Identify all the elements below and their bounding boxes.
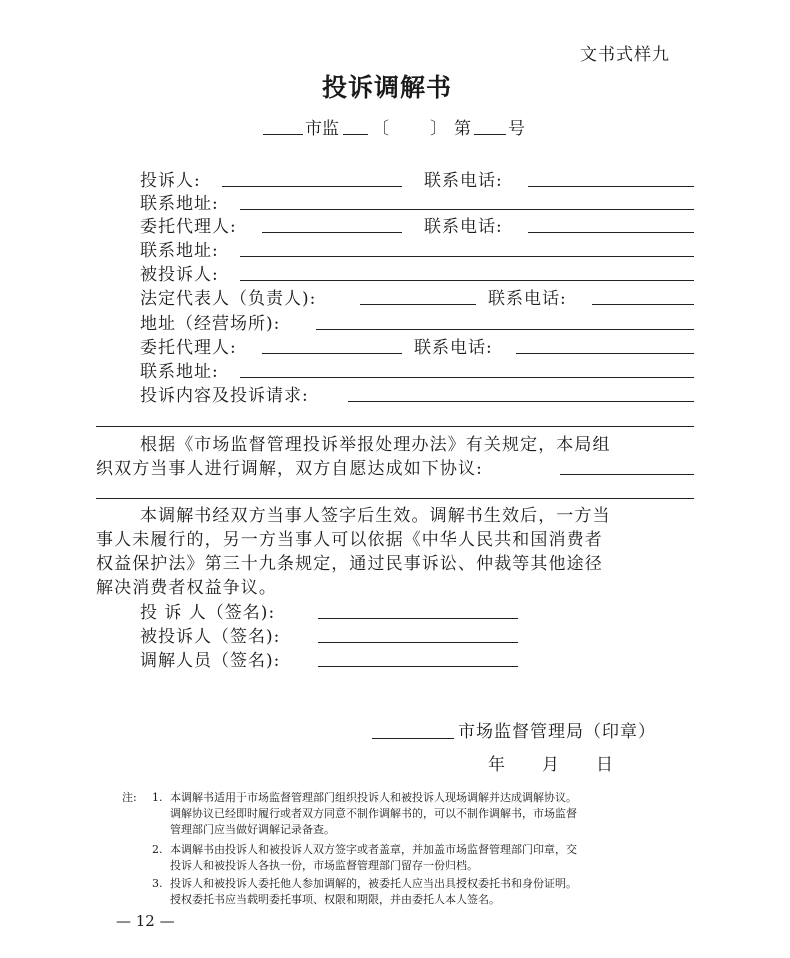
phone2-label: 联系电话: [424,217,503,237]
respondent-label: 被投诉人: [140,265,219,285]
mediator-signature-label: 调解人员（签名): [140,651,281,671]
agent1-label: 委托代理人: [140,217,237,237]
business-address-label: 地址（经营场所): [140,314,281,334]
agreement-line2[interactable] [96,498,694,499]
complainant-field[interactable] [222,186,402,187]
address1-field[interactable] [240,209,694,210]
phone1-field[interactable] [528,186,694,187]
note1-number: 1. [152,791,163,804]
note1-line1: 本调解书适用于市场监督管理部门组织投诉人和被投诉人现场调解并达成调解协议。 [170,791,577,804]
phone3-field[interactable] [592,304,694,305]
paragraph1-line2: 织双方当事人进行调解，双方自愿达成如下协议: [96,459,483,479]
paragraph2-line4: 解决消费者权益争议。 [96,578,277,598]
respondent-signature-label: 被投诉人（签名): [140,627,281,647]
respondent-signature-field[interactable] [318,642,518,643]
doc-no-prefix: 第 [454,119,471,139]
agreement-field[interactable] [560,474,694,475]
paragraph2-line2: 事人未履行的，另一方当事人可以依据《中华人民共和国消费者 [96,530,603,550]
note3-line2: 授权委托书应当载明委托事项、权限和期限，并由委托人本人签名。 [170,893,500,906]
note3-line1: 投诉人和被投诉人委托他人参加调解的，被委托人应当出具授权委托书和身份证明。 [170,877,577,890]
legal-rep-field[interactable] [360,304,476,305]
phone2-field[interactable] [528,232,694,233]
agent1-field[interactable] [262,232,402,233]
address2-label: 联系地址: [140,241,219,261]
authority-seal: 市场监督管理局（印章） [458,722,656,742]
phone4-field[interactable] [516,353,694,354]
address1-label: 联系地址: [140,194,219,214]
doc-year-blank [263,134,303,135]
paragraph2-line1: 本调解书经双方当事人签字后生效。调解书生效后，一方当 [140,506,611,526]
note2-line2: 投诉人和被投诉人各执一份，市场监督管理部门留存一份归档。 [170,859,478,872]
address2-field[interactable] [240,256,694,257]
paragraph1-line1: 根据《市场监督管理投诉举报处理办法》有关规定，本局组 [140,435,611,455]
note2-number: 2. [152,843,163,856]
respondent-field[interactable] [240,280,694,281]
agent2-field[interactable] [262,353,402,354]
complaint-content-label: 投诉内容及投诉请求: [140,386,309,406]
doc-no-suffix: 号 [508,119,525,139]
note3-number: 3. [152,877,163,890]
page-number: — 12 — [116,912,175,930]
doc-bracket-close: 〕 [430,119,447,139]
doc-bracket-open: 〔 [372,119,389,139]
date-year: 年 [488,755,505,775]
date-day: 日 [596,755,613,775]
page-title: 投诉调解书 [322,73,453,102]
complainant-signature-label: 投 诉 人（签名): [140,603,276,623]
note2-line1: 本调解书由投诉人和被投诉人双方签字或者盖章，并加盖市场监督管理部门印章，交 [170,843,577,856]
note1-line2: 调解协议已经即时履行或者双方同意不制作调解书的，可以不制作调解书，市场监督 [170,807,577,820]
complaint-content-field[interactable] [348,401,694,402]
paragraph2-line3: 权益保护法》第三十九条规定，通过民事诉讼、仲裁等其他途径 [96,554,603,574]
business-address-field[interactable] [316,329,694,330]
doc-agency-blank [343,134,368,135]
doc-no-blank [474,134,506,135]
agent2-label: 委托代理人: [140,338,237,358]
doc-city-suffix: 市监 [305,119,339,139]
phone1-label: 联系电话: [424,171,503,191]
address3-label: 联系地址: [140,362,219,382]
complaint-content-line2[interactable] [96,426,694,427]
sample-label: 文书式样九 [580,45,670,65]
mediator-signature-field[interactable] [318,666,518,667]
complainant-label: 投诉人: [140,171,201,191]
phone4-label: 联系电话: [414,338,493,358]
authority-blank[interactable] [372,738,454,739]
date-month: 月 [542,755,559,775]
complainant-signature-field[interactable] [318,618,518,619]
notes-prefix: 注: [122,791,137,804]
phone3-label: 联系电话: [488,289,567,309]
legal-rep-label: 法定代表人（负责人): [140,289,317,309]
note1-line3: 管理部门应当做好调解记录备查。 [170,823,335,836]
address3-field[interactable] [240,377,694,378]
